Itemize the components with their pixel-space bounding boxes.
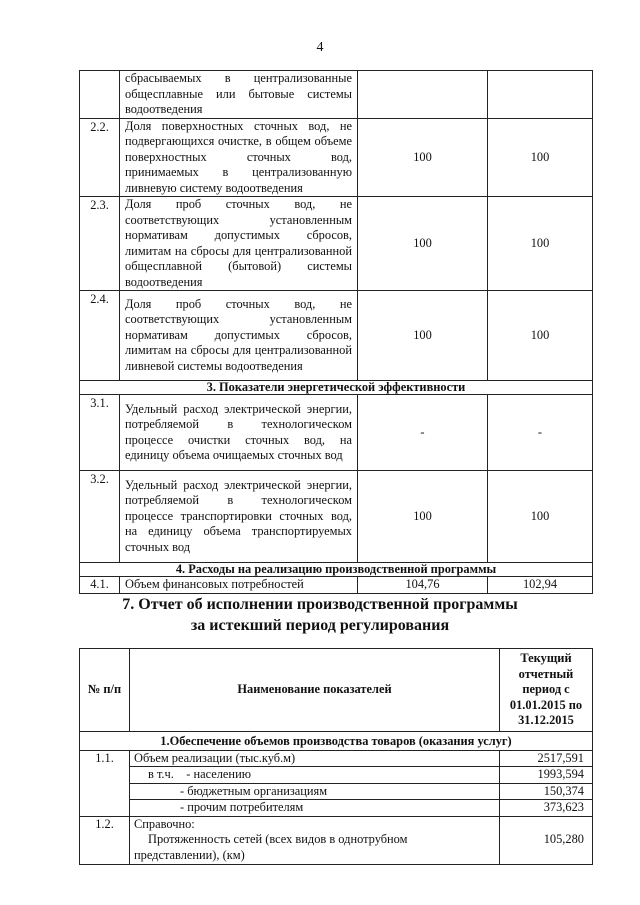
section-title: 4. Расходы на реализацию производственной программы: [80, 563, 593, 577]
sub-indicator-name: - бюджетным организациям: [130, 783, 500, 800]
reference-label: Справочно:: [134, 816, 195, 831]
value-plan: 100: [358, 471, 488, 563]
table-row: [80, 395, 593, 471]
section-header-row: [80, 731, 593, 750]
indicator-name: Объем реализации (тыс.куб.м): [130, 750, 500, 767]
sub-indicator-name: - прочим потребителям: [130, 800, 500, 817]
value-actual: 100: [488, 471, 593, 563]
heading-line-2: за истекший период регулирования: [190, 617, 450, 634]
value-plan: [358, 71, 488, 119]
value-actual: 100: [488, 197, 593, 291]
indicator-name: сбрасываемых в централизованные общесплавные или бытовые системы водоотведения: [120, 71, 358, 119]
table-row: [80, 783, 593, 800]
row-number: 3.2.: [80, 471, 120, 563]
value-plan: 100: [358, 197, 488, 291]
table-row: [80, 800, 593, 817]
indicator-name: Объем финансовых потребностей: [120, 577, 358, 594]
row-number: 2.4.: [80, 291, 120, 381]
value-plan: -: [358, 395, 488, 471]
indicator-name: [130, 816, 500, 864]
row-number: 1.2.: [80, 816, 130, 864]
indicators-table: [79, 70, 593, 594]
reference-description: Протяженность сетей (всех видов в однотрубном представлении), (км): [134, 832, 408, 862]
indicator-name: Удельный расход электрической энергии, потребляемой в технологическом процессе транспортировки сточных вод, на единицу объема транспортируемых сточных вод: [120, 471, 358, 563]
header-period: Текущий отчетный период с 01.01.2015 по 31.12.2015: [500, 649, 593, 732]
table-row: [80, 816, 593, 864]
indicator-value: 105,280: [500, 816, 593, 864]
value-actual: 100: [488, 118, 593, 197]
indicator-name: Доля проб сточных вод, не соответствующих установленным нормативам допустимых сбросов, лимитам на сбросы для централизованной ливневой системы водоотведения: [120, 291, 358, 381]
table-row: [80, 291, 593, 381]
sub-indicator-value: 150,374: [500, 783, 593, 800]
value-actual: -: [488, 395, 593, 471]
header-row: [80, 649, 593, 732]
indicator-name: Доля проб сточных вод, не соответствующих установленным нормативам допустимых сбросов, лимитам на сбросы для централизованной общесплавной (бытовой) системы водоотведения: [120, 197, 358, 291]
table-row: [80, 71, 593, 119]
section-header-row: [80, 381, 593, 395]
report-heading: [0, 594, 640, 636]
table-row: [80, 471, 593, 563]
section-title: 3. Показатели энергетической эффективности: [80, 381, 593, 395]
table-row: [80, 750, 593, 767]
row-number: [80, 71, 120, 119]
row-number: 2.2.: [80, 118, 120, 197]
table-row: [80, 577, 593, 594]
sub-indicator-name: в т.ч. - населению: [130, 767, 500, 784]
value-actual: 102,94: [488, 577, 593, 594]
table-row: [80, 118, 593, 197]
report-table: [79, 648, 593, 865]
section-title: 1.Обеспечение объемов производства товаров (оказания услуг): [80, 731, 593, 750]
indicator-name: Удельный расход электрической энергии, потребляемой в технологическом процессе очистки сточных вод, на единицу объема очищаемых сточных вод: [120, 395, 358, 471]
sub-indicator-value: 373,623: [500, 800, 593, 817]
value-actual: [488, 71, 593, 119]
row-number: 1.1.: [80, 750, 130, 816]
indicator-value: 2517,591: [500, 750, 593, 767]
row-number: 3.1.: [80, 395, 120, 471]
value-plan: 104,76: [358, 577, 488, 594]
value-plan: 100: [358, 118, 488, 197]
page-number: 4: [316, 40, 324, 55]
value-plan: 100: [358, 291, 488, 381]
table-row: [80, 767, 593, 784]
heading-line-1: 7. Отчет об исполнении производственной программы: [122, 596, 518, 613]
header-name: Наименование показателей: [130, 649, 500, 732]
indicator-name: Доля поверхностных сточных вод, не подвергающихся очистке, в общем объеме поверхностных сточных вод, принимаемых в централизованную ливневую систему водоотведения: [120, 118, 358, 197]
row-number: 2.3.: [80, 197, 120, 291]
sub-indicator-value: 1993,594: [500, 767, 593, 784]
header-number: № п/п: [80, 649, 130, 732]
value-actual: 100: [488, 291, 593, 381]
table-row: [80, 197, 593, 291]
section-header-row: [80, 563, 593, 577]
row-number: 4.1.: [80, 577, 120, 594]
